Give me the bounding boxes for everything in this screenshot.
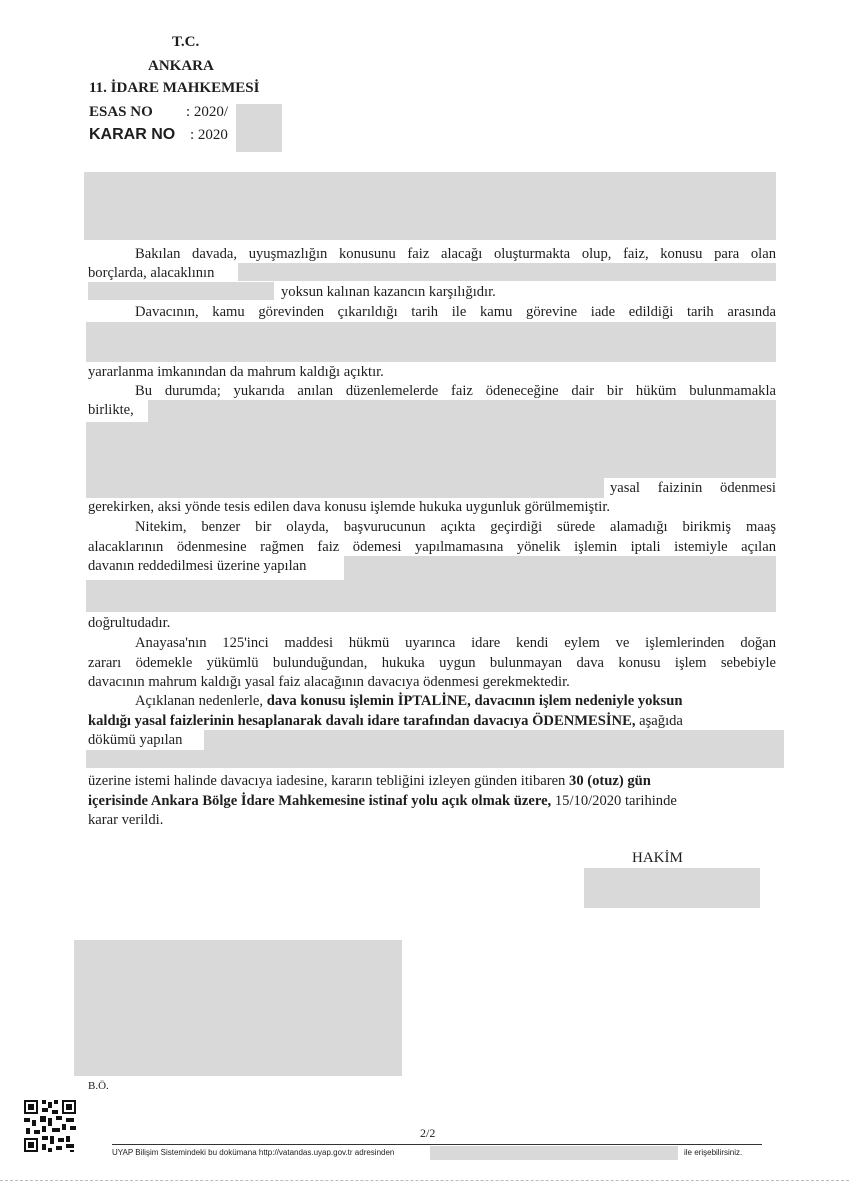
redaction-p1-b — [88, 282, 274, 300]
p6-line4 — [88, 772, 651, 790]
p6-line3: dökümü yapılan — [88, 732, 183, 748]
p1-line3: yoksun kalınan kazancın karşılığıdır. — [281, 284, 496, 300]
redaction-top-block — [84, 172, 776, 240]
p5-line2: zararı ödemekle yükümlü bulunduğundan, hukuka uygun bulunmayan dava konusu işlem sebebiyle — [88, 655, 776, 671]
p6-line5 — [88, 792, 677, 810]
redaction-footer — [430, 1146, 678, 1160]
p4-line2: alacaklarının ödenmesine rağmen faiz ödemesi yapılmamasına yönelik işlemin iptali istemiyle açılan — [88, 539, 776, 555]
p5-line3: davacının mahrum kaldığı yasal faiz alacağının davacıya ödenmesi gerekmektedir. — [88, 674, 570, 690]
header-city: ANKARA — [148, 58, 214, 74]
p6-line2-plain: aşağıda — [639, 713, 683, 729]
redaction-case-number — [236, 104, 282, 152]
p6-line6: karar verildi. — [88, 812, 164, 828]
page-number: 2/2 — [420, 1126, 436, 1140]
bottom-rule — [0, 1180, 849, 1182]
redaction-p4-a — [344, 556, 776, 580]
p6-line1-plain: Açıklanan nedenlerle, — [135, 693, 264, 709]
p3-line2: birlikte, — [88, 402, 134, 418]
redaction-p3-a — [148, 400, 776, 422]
redaction-p4-b — [86, 580, 776, 612]
redaction-signature — [584, 868, 760, 908]
p3-line4: gerekirken, aksi yönde tesis edilen dava konusu işlemde hukuka uygunluk görülmemiştir. — [88, 499, 611, 515]
p6-line1-bold: dava konusu işlemin İPTALİNE, davacının işlem nedeniyle yoksun — [266, 693, 683, 709]
footer-rule — [112, 1144, 762, 1145]
p1-line2: borçlarda, alacaklının — [88, 265, 215, 281]
p6-line4-bold: 30 (otuz) gün — [569, 773, 651, 789]
qr-code — [22, 1098, 78, 1154]
p2-line1: Davacının, kamu görevinden çıkarıldığı tarih ile kamu görevine iade edildiği tarih arasında — [135, 304, 776, 320]
footer-initials: B.Ö. — [88, 1080, 109, 1092]
header-court: 11. İDARE MAHKEMESİ — [89, 80, 260, 96]
p6-line2 — [88, 712, 683, 730]
p4-line1: Nitekim, benzer bir olayda, başvurucunun açıkta geçirdiği sürede alamadığı birikmiş maaş — [135, 519, 776, 535]
uyap-note-right: ile erişebilirsiniz. — [684, 1148, 743, 1157]
p2-line2: yararlanma imkanından da mahrum kaldığı açıktır. — [88, 364, 384, 380]
redaction-p6-a — [204, 730, 784, 750]
esas-label: ESAS NO — [89, 104, 153, 120]
p3-line3: yasal faizinin ödenmesi — [610, 480, 776, 496]
redaction-p3-b — [86, 422, 776, 478]
p3-line1: Bu durumda; yukarıda anılan düzenlemelerde faiz ödeneceğine dair bir hüküm bulunmamakla — [135, 383, 776, 399]
karar-value: : 2020 — [190, 127, 228, 143]
p6-line5-bold: içerisinde Ankara Bölge İdare Mahkemesine istinaf yolu açık olmak üzere, — [88, 793, 552, 809]
p6-line5-plain: 15/10/2020 tarihinde — [554, 793, 677, 809]
uyap-note-left: UYAP Bilişim Sistemindeki bu dokümana http://vatandas.uyap.gov.tr adresinden — [112, 1148, 395, 1157]
p6-line4-plain: üzerine istemi halinde davacıya iadesine, kararın tebliğini izleyen günden itibaren — [88, 773, 566, 789]
p5-line1: Anayasa'nın 125'inci maddesi hükmü uyarınca idare kendi eylem ve işlemlerinden doğan — [135, 635, 776, 651]
p4-line4: doğrultudadır. — [88, 615, 171, 631]
redaction-p3-c — [86, 478, 604, 498]
header-tc: T.C. — [172, 34, 200, 50]
p4-line3: davanın reddedilmesi üzerine yapılan — [88, 558, 307, 574]
redaction-p2 — [86, 322, 776, 362]
p6-line2-bold: kaldığı yasal faizlerinin hesaplanarak davalı idare tarafından davacıya ÖDENMESİNE, — [88, 713, 636, 729]
esas-value: : 2020/ — [186, 104, 229, 120]
p6-line1 — [135, 692, 682, 710]
karar-label: KARAR NO — [89, 126, 176, 143]
redaction-p6-b — [86, 750, 784, 768]
redaction-lower-block — [74, 940, 402, 1076]
redaction-p1-a — [238, 263, 776, 281]
p1-line1: Bakılan davada, uyuşmazlığın konusunu faiz alacağı oluşturmakta olup, faiz, konusu para olan — [135, 246, 776, 262]
signature-title: HAKİM — [632, 850, 683, 866]
